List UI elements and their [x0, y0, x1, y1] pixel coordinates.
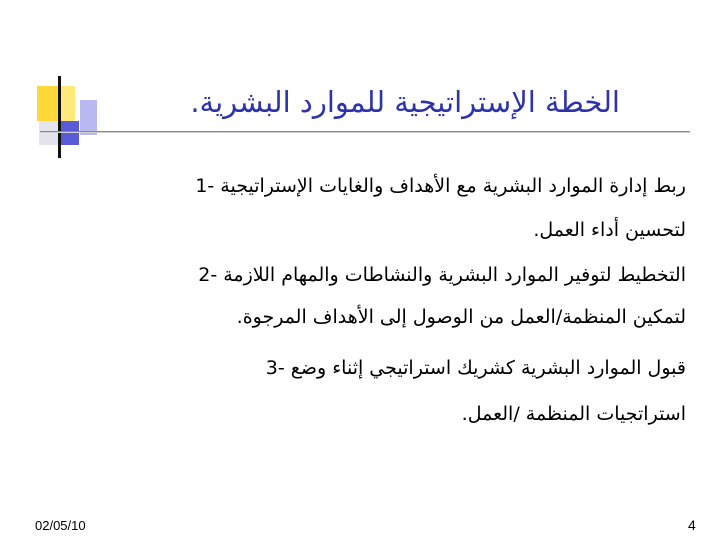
point-3-line-1: قبول الموارد البشرية كشريك استراتيجي إثناء وضع -3 [265, 357, 686, 379]
decor-square-yellow [37, 86, 60, 121]
footer-page-number: 4 [688, 517, 696, 533]
decor-square-grey [39, 121, 60, 145]
title-divider [40, 131, 690, 133]
decor-square-blue [60, 121, 79, 145]
footer-date: 02/05/10 [35, 518, 86, 533]
decor-square-light-yellow [60, 86, 75, 121]
decor-square-lavender [80, 100, 97, 135]
point-2-line-1: التخطيط لتوفير الموارد البشرية والنشاطات والمهام اللازمة -2 [198, 264, 686, 286]
point-1-line-1: ربط إدارة الموارد البشرية مع الأهداف والغايات الإستراتيجية -1 [195, 175, 686, 197]
point-3-line-2: استراتجيات المنظمة /العمل. [461, 403, 686, 425]
point-1-line-2: لتحسين أداء العمل. [533, 219, 686, 241]
slide-title: الخطة الإستراتيجية للموارد البشرية. [190, 85, 620, 119]
decor-vertical-line [58, 76, 61, 158]
point-2-line-2: لتمكين المنظمة/العمل من الوصول إلى الأهداف المرجوة. [236, 306, 686, 328]
